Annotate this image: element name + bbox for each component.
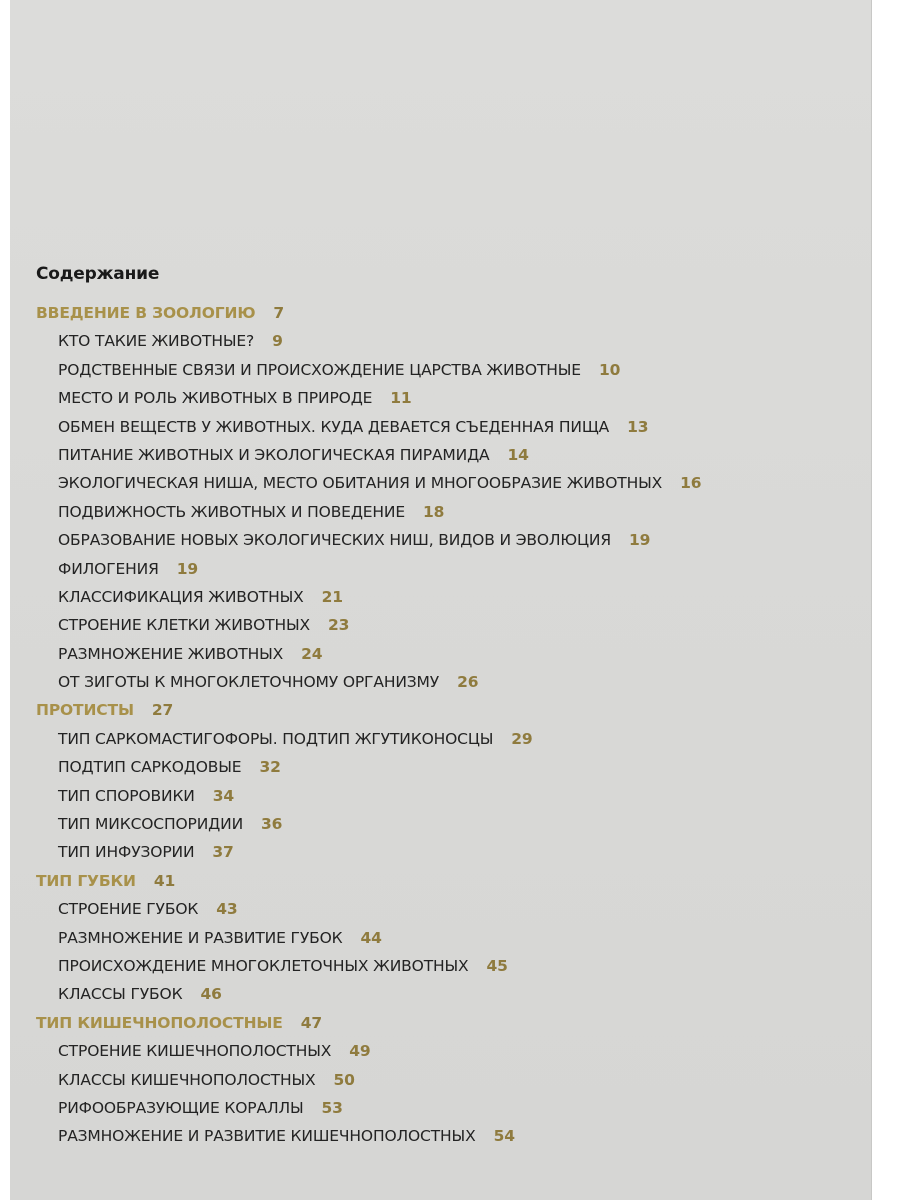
toc-entry-title: ПРОИСХОЖДЕНИЕ МНОГОКЛЕТОЧНЫХ ЖИВОТНЫХ: [58, 956, 469, 975]
toc-entry-title: ПОДТИП САРКОДОВЫЕ: [58, 758, 242, 777]
toc-entry-title: ТИП СПОРОВИКИ: [58, 786, 195, 805]
toc-entry-title: СТРОЕНИЕ КЛЕТКИ ЖИВОТНЫХ: [58, 616, 310, 635]
toc-subsection-entry: [36, 1122, 856, 1150]
toc-entry-title: РИФООБРАЗУЮЩИЕ КОРАЛЛЫ: [58, 1098, 304, 1117]
toc-entry-title: КЛАССЫ КИШЕЧНОПОЛОСТНЫХ: [58, 1070, 316, 1089]
toc-subsection-entry: [36, 384, 856, 412]
toc-subsection-entry: [36, 895, 856, 923]
toc-entry-page-number: 44: [360, 928, 382, 947]
toc-subsection-entry: [36, 924, 856, 952]
toc-subsection-entry: [36, 980, 856, 1008]
toc-section-entry: [36, 1009, 856, 1037]
toc-entry-title: КТО ТАКИЕ ЖИВОТНЫЕ?: [58, 332, 255, 351]
toc-subsection-entry: [36, 838, 856, 866]
toc-entry-page-number: 10: [598, 360, 621, 379]
toc-entry-title: ПОДВИЖНОСТЬ ЖИВОТНЫХ И ПОВЕДЕНИЕ: [58, 502, 406, 521]
toc-entry-page-number: 26: [457, 673, 479, 692]
toc-subsection-entry: [36, 810, 856, 838]
toc-entry-title: ЭКОЛОГИЧЕСКАЯ НИША, МЕСТО ОБИТАНИЯ И МНОГООБРАЗИЕ ЖИВОТНЫХ: [58, 474, 663, 493]
toc-entry-page-number: 24: [301, 644, 323, 663]
toc-entry-title: ТИП КИШЕЧНОПОЛОСТНЫЕ: [36, 1013, 283, 1032]
toc-entry-title: ТИП САРКОМАСТИГОФОРЫ. ПОДТИП ЖГУТИКОНОСЦЫ: [58, 729, 494, 748]
toc-entry-title: РАЗМНОЖЕНИЕ ЖИВОТНЫХ: [58, 644, 284, 663]
toc-subsection-entry: [36, 327, 856, 355]
toc-entry-title: ТИП ГУБКИ: [36, 871, 136, 890]
toc-entry-title: РОДСТВЕННЫЕ СВЯЗИ И ПРОИСХОЖДЕНИЕ ЦАРСТВА ЖИВОТНЫЕ: [58, 360, 581, 379]
toc-subsection-entry: [36, 1037, 856, 1065]
toc-subsection-entry: [36, 555, 856, 583]
toc-entry-page-number: 7: [273, 304, 284, 322]
toc-section-entry: [36, 867, 856, 895]
toc-subsection-entry: [36, 611, 856, 639]
toc-entry-page-number: 13: [627, 417, 649, 436]
toc-entry-title: СТРОЕНИЕ КИШЕЧНОПОЛОСТНЫХ: [58, 1042, 332, 1061]
toc-subsection-entry: [36, 640, 856, 668]
toc-entry-page-number: 11: [390, 389, 412, 408]
toc-entry-page-number: 32: [259, 758, 281, 777]
toc-entry-title: ТИП МИКСОСПОРИДИИ: [58, 815, 244, 834]
toc-entry-title: ОБРАЗОВАНИЕ НОВЫХ ЭКОЛОГИЧЕСКИХ НИШ, ВИДОВ И ЭВОЛЮЦИЯ: [58, 531, 611, 550]
toc-entry-title: ПИТАНИЕ ЖИВОТНЫХ И ЭКОЛОГИЧЕСКАЯ ПИРАМИДА: [58, 445, 490, 464]
toc-entry-title: КЛАССИФИКАЦИЯ ЖИВОТНЫХ: [58, 587, 304, 606]
toc-entry-page-number: 45: [486, 956, 508, 975]
toc-subsection-entry: [36, 1066, 856, 1094]
toc-list: [36, 299, 856, 1151]
toc-subsection-entry: [36, 782, 856, 810]
toc-entry-title: ФИЛОГЕНИЯ: [58, 559, 159, 578]
toc-entry-page-number: 14: [507, 445, 529, 464]
toc-subsection-entry: [36, 753, 856, 781]
toc-entry-page-number: 47: [300, 1013, 323, 1032]
toc-entry-title: ОБМЕН ВЕЩЕСТВ У ЖИВОТНЫХ. КУДА ДЕВАЕТСЯ СЪЕДЕННАЯ ПИЩА: [58, 417, 610, 436]
toc-entry-page-number: 29: [511, 729, 533, 748]
toc-entry-page-number: 54: [493, 1127, 515, 1146]
toc-entry-title: ПРОТИСТЫ: [36, 701, 134, 720]
toc-entry-page-number: 46: [200, 985, 222, 1004]
toc-subsection-entry: [36, 498, 856, 526]
toc-entry-page-number: 36: [261, 815, 283, 834]
toc-entry-title: КЛАССЫ ГУБОК: [58, 985, 183, 1004]
toc-subsection-entry: [36, 469, 856, 497]
toc-entry-page-number: 41: [153, 871, 176, 890]
toc-entry-page-number: 27: [151, 701, 174, 720]
toc-entry-title: ВВЕДЕНИЕ В ЗООЛОГИЮ: [36, 304, 256, 322]
toc-entry-title: РАЗМНОЖЕНИЕ И РАЗВИТИЕ ГУБОК: [58, 928, 343, 947]
table-of-contents: [36, 263, 856, 1151]
toc-entry-title: РАЗМНОЖЕНИЕ И РАЗВИТИЕ КИШЕЧНОПОЛОСТНЫХ: [58, 1127, 476, 1146]
toc-entry-title: СТРОЕНИЕ ГУБОК: [58, 900, 199, 919]
toc-entry-page-number: 9: [272, 332, 283, 351]
toc-entry-title: МЕСТО И РОЛЬ ЖИВОТНЫХ В ПРИРОДЕ: [58, 389, 373, 408]
toc-subsection-entry: [36, 526, 856, 554]
book-page: [10, 0, 872, 1200]
toc-subsection-entry: [36, 356, 856, 384]
toc-entry-page-number: 19: [628, 531, 651, 550]
toc-entry-page-number: 21: [321, 587, 343, 606]
toc-subsection-entry: [36, 668, 856, 696]
toc-subsection-entry: [36, 583, 856, 611]
toc-subsection-entry: [36, 1094, 856, 1122]
toc-subsection-entry: [36, 952, 856, 980]
toc-entry-page-number: 50: [333, 1070, 355, 1089]
toc-entry-page-number: 19: [176, 559, 198, 578]
toc-heading: Содержание: [36, 264, 160, 284]
toc-entry-page-number: 53: [321, 1098, 343, 1117]
toc-entry-page-number: 43: [216, 900, 238, 919]
toc-subsection-entry: [36, 413, 856, 441]
toc-subsection-entry: [36, 441, 856, 469]
toc-entry-page-number: 23: [328, 616, 350, 635]
toc-entry-title: ТИП ИНФУЗОРИИ: [58, 843, 195, 862]
toc-entry-page-number: 37: [212, 843, 234, 862]
toc-section-entry: [36, 696, 856, 724]
toc-section-entry: [36, 299, 856, 327]
toc-subsection-entry: [36, 725, 856, 753]
toc-entry-page-number: 16: [680, 474, 702, 493]
toc-entry-page-number: 18: [423, 502, 445, 521]
toc-entry-page-number: 34: [212, 786, 235, 805]
toc-entry-page-number: 49: [349, 1042, 371, 1061]
toc-entry-title: ОТ ЗИГОТЫ К МНОГОКЛЕТОЧНОМУ ОРГАНИЗМУ: [58, 673, 440, 692]
